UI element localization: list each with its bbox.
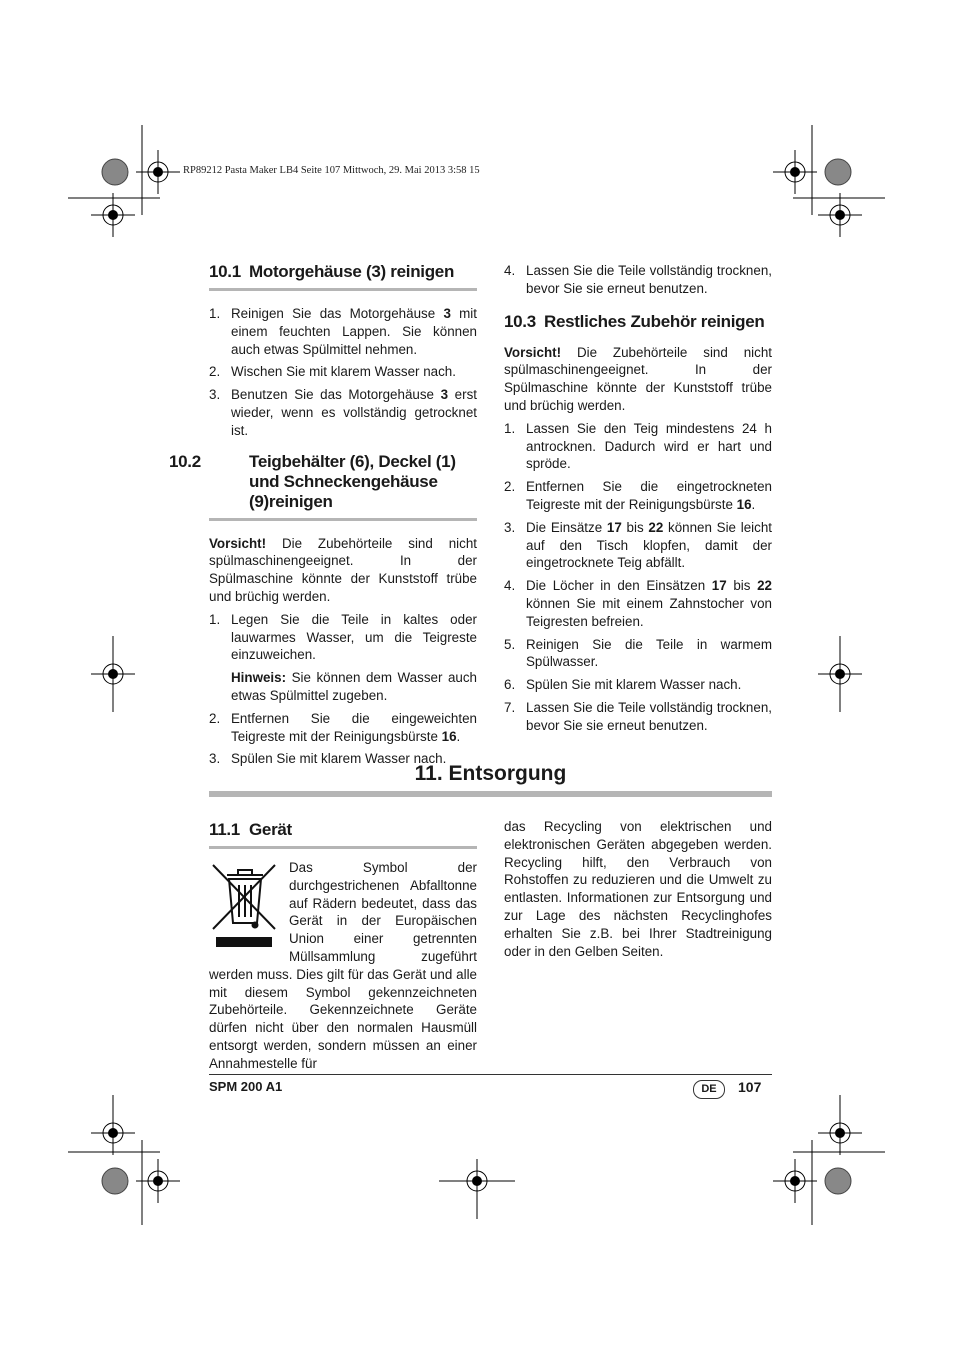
crossed-out-wheelie-bin-icon	[209, 861, 281, 951]
list-item: 3. Benutzen Sie das Motorgehäuse 3 erst wieder, wenn es vollständig getrocknet ist.	[209, 387, 478, 438]
section-10-3-heading: 10.3 Restliches Zubehör reinigen	[504, 311, 765, 331]
chapter-11-heading: 11. Entsorgung	[414, 762, 567, 785]
page-number: 107	[738, 1079, 762, 1095]
caution-paragraph: Vorsicht! Die Zubehörteile sind nicht spülmaschinengeeignet. In der Spülmaschine könnte der Kunststoff trübe und brüchig werden.	[209, 535, 477, 604]
chapter-divider	[209, 791, 772, 797]
list-item: 1. Reinigen Sie das Motorgehäuse 3 mit einem feuchten Lappen. Sie können auch etwas Spülmittel nehmen.	[209, 306, 477, 357]
list-item: 6. Spülen Sie mit klarem Wasser nach.	[504, 677, 742, 693]
language-badge: DE	[693, 1080, 725, 1099]
section-10-1-steps	[209, 305, 477, 440]
section-11-1-right	[504, 818, 772, 965]
right-column	[504, 262, 772, 740]
section-10-3-steps	[504, 420, 772, 735]
disposal-text-right: das Recycling von elektrischen und elektronischen Geräten abgegeben werden. Recycling hilft, den Verbrauch von Rohstoffen zu reduzieren und die Umwelt zu entlasten. Informationen zur Entsorgung und zur Lage des nächsten Recyclinghofes erhalten Sie z.B. bei Ihrer Stadtreinigung oder in den Gelben Seiten.	[504, 819, 772, 959]
list-item: 2. Entfernen Sie die eingetrockneten Teigreste mit der Reinigungsbürste 16.	[504, 479, 772, 512]
list-item: 4. Die Löcher in den Einsätzen 17 bis 22 können Sie mit einem Zahnstocher von Teigresten befreien.	[504, 578, 772, 629]
caution-paragraph: Vorsicht! Die Zubehörteile sind nicht spülmaschinengeeignet. In der Spülmaschine könnte der Kunststoff trübe und brüchig werden.	[504, 344, 772, 413]
list-item: 3. Spülen Sie mit klarem Wasser nach.	[209, 751, 447, 767]
section-10-2-steps-cont	[209, 710, 477, 768]
section-11-1-left	[209, 820, 477, 1078]
left-column	[169, 262, 478, 773]
disposal-text-left: Das Symbol der durchgestrichenen Abfalltonne auf Rädern bedeutet, dass das Gerät in der Europäischen Union einer getrennten Müllsammlung zugeführt werden muss. Dies gilt für das Gerät und alle mit diesem Symbol gekennzeichneten Zubehörteile. Gekennzeichnete Geräte dürfen nicht über den normalen Hausmüll entsorgt werden, sondern müssen an einer Annahmestelle für	[209, 860, 477, 1071]
list-item: 2. Entfernen Sie die eingeweichten Teigreste mit der Reinigungsbürste 16.	[209, 710, 477, 744]
list-item: 3. Die Einsätze 17 bis 22 können Sie leicht auf den Tisch klopfen, damit der eingetrocknete Teig abfällt.	[504, 519, 772, 571]
section-10-1-heading: 10.1 Motorgehäuse (3) reinigen	[209, 262, 477, 291]
section-10-2-heading: 10.2 Teigbehälter (6), Deckel (1) und Schneckengehäuse (9)reinigen	[209, 452, 477, 521]
print-slug: RP89212 Pasta Maker LB4 Seite 107 Mittwoch, 29. Mai 2013 3:58 15	[183, 165, 480, 176]
section-10-2-steps	[209, 611, 477, 664]
model-number: SPM 200 A1	[209, 1079, 283, 1094]
list-item: 1. Legen Sie die Teile in kaltes oder lauwarmes Wasser, um die Teigreste einzuweichen.	[209, 611, 477, 663]
section-10-2-step-4	[504, 262, 772, 298]
list-item: 2. Wischen Sie mit klarem Wasser nach.	[209, 364, 456, 380]
list-item: 1. Lassen Sie den Teig mindestens 24 h antrocknen. Dadurch wird er hart und spröde.	[504, 420, 772, 472]
note-paragraph: Hinweis: Sie können dem Wasser auch etwas Spülmittel zugeben.	[231, 670, 477, 703]
list-item: 7. Lassen Sie die Teile vollständig trocknen, bevor Sie sie erneut benutzen.	[504, 699, 772, 733]
list-item: 5. Reinigen Sie die Teile in warmem Spülwasser.	[504, 636, 772, 670]
footer-rule	[209, 1074, 772, 1075]
list-item: 4. Lassen Sie die Teile vollständig trocknen, bevor Sie sie erneut benutzen.	[504, 263, 772, 296]
section-11-1-heading: 11.1 Gerät	[209, 820, 477, 849]
